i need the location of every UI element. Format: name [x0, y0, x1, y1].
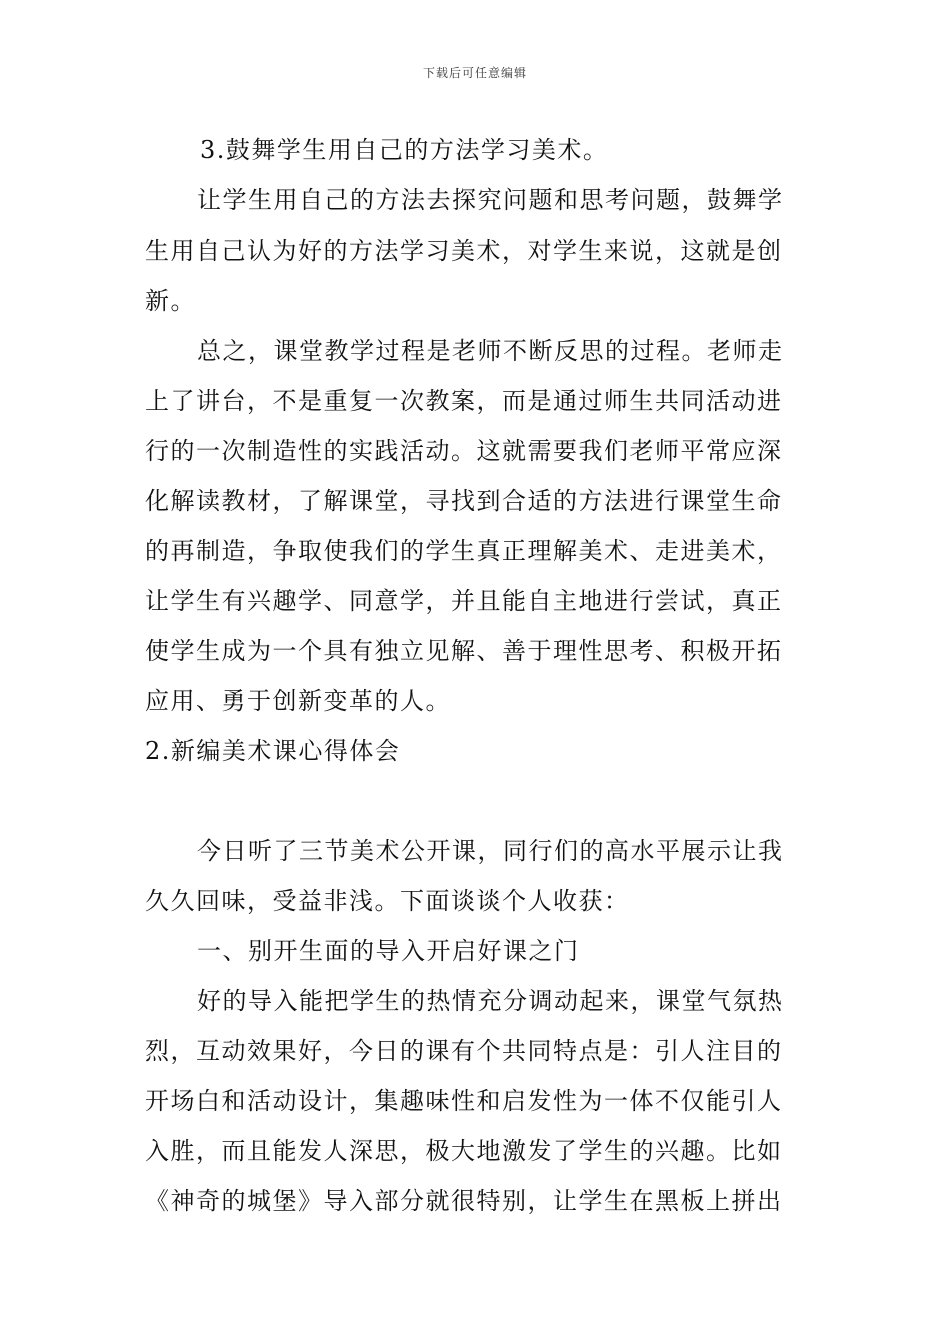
paragraph-line: 行的一次制造性的实践活动。这就需要我们老师平常应深 [145, 437, 783, 465]
paragraph-line: 的再制造，争取使我们的学生真正理解美术、走进美术， [145, 537, 783, 565]
subsection-heading: 一、别开生面的导入开启好课之门 [197, 937, 580, 965]
paragraph-line: 入胜，而且能发人深思，极大地激发了学生的兴趣。比如 [145, 1137, 783, 1165]
section-title: 2.新编美术课心得体会 [145, 737, 401, 765]
paragraph-heading: 3.鼓舞学生用自己的方法学习美术。 [200, 136, 609, 164]
paragraph-line: 烈，互动效果好，今日的课有个共同特点是：引人注目的 [145, 1037, 783, 1065]
paragraph-line: 《神奇的城堡》导入部分就很特别，让学生在黑板上拼出 [145, 1187, 783, 1215]
paragraph-line: 使学生成为一个具有独立见解、善于理性思考、积极开拓 [145, 637, 783, 665]
paragraph-line: 今日听了三节美术公开课，同行们的高水平展示让我 [197, 837, 784, 865]
paragraph-line: 久久回味，受益非浅。下面谈谈个人收获： [145, 887, 630, 915]
paragraph-line: 上了讲台，不是重复一次教案，而是通过师生共同活动进 [145, 387, 783, 415]
header-note: 下载后可任意编辑 [422, 66, 527, 80]
paragraph-line: 应用、勇于创新变革的人。 [145, 687, 451, 715]
paragraph-line: 化解读教材，了解课堂，寻找到合适的方法进行课堂生命 [145, 487, 783, 515]
paragraph-line: 让学生用自己的方法去探究问题和思考问题，鼓舞学 [197, 186, 784, 214]
paragraph-line: 好的导入能把学生的热情充分调动起来，课堂气氛热 [197, 987, 784, 1015]
paragraph-line: 新。 [145, 287, 196, 315]
paragraph-line: 生用自己认为好的方法学习美术，对学生来说，这就是创 [145, 237, 783, 265]
paragraph-line: 总之，课堂教学过程是老师不断反思的过程。老师走 [197, 337, 784, 365]
paragraph-line: 让学生有兴趣学、同意学，并且能自主地进行尝试，真正 [145, 587, 783, 615]
paragraph-line: 开场白和活动设计，集趣味性和启发性为一体不仅能引人 [145, 1087, 783, 1115]
